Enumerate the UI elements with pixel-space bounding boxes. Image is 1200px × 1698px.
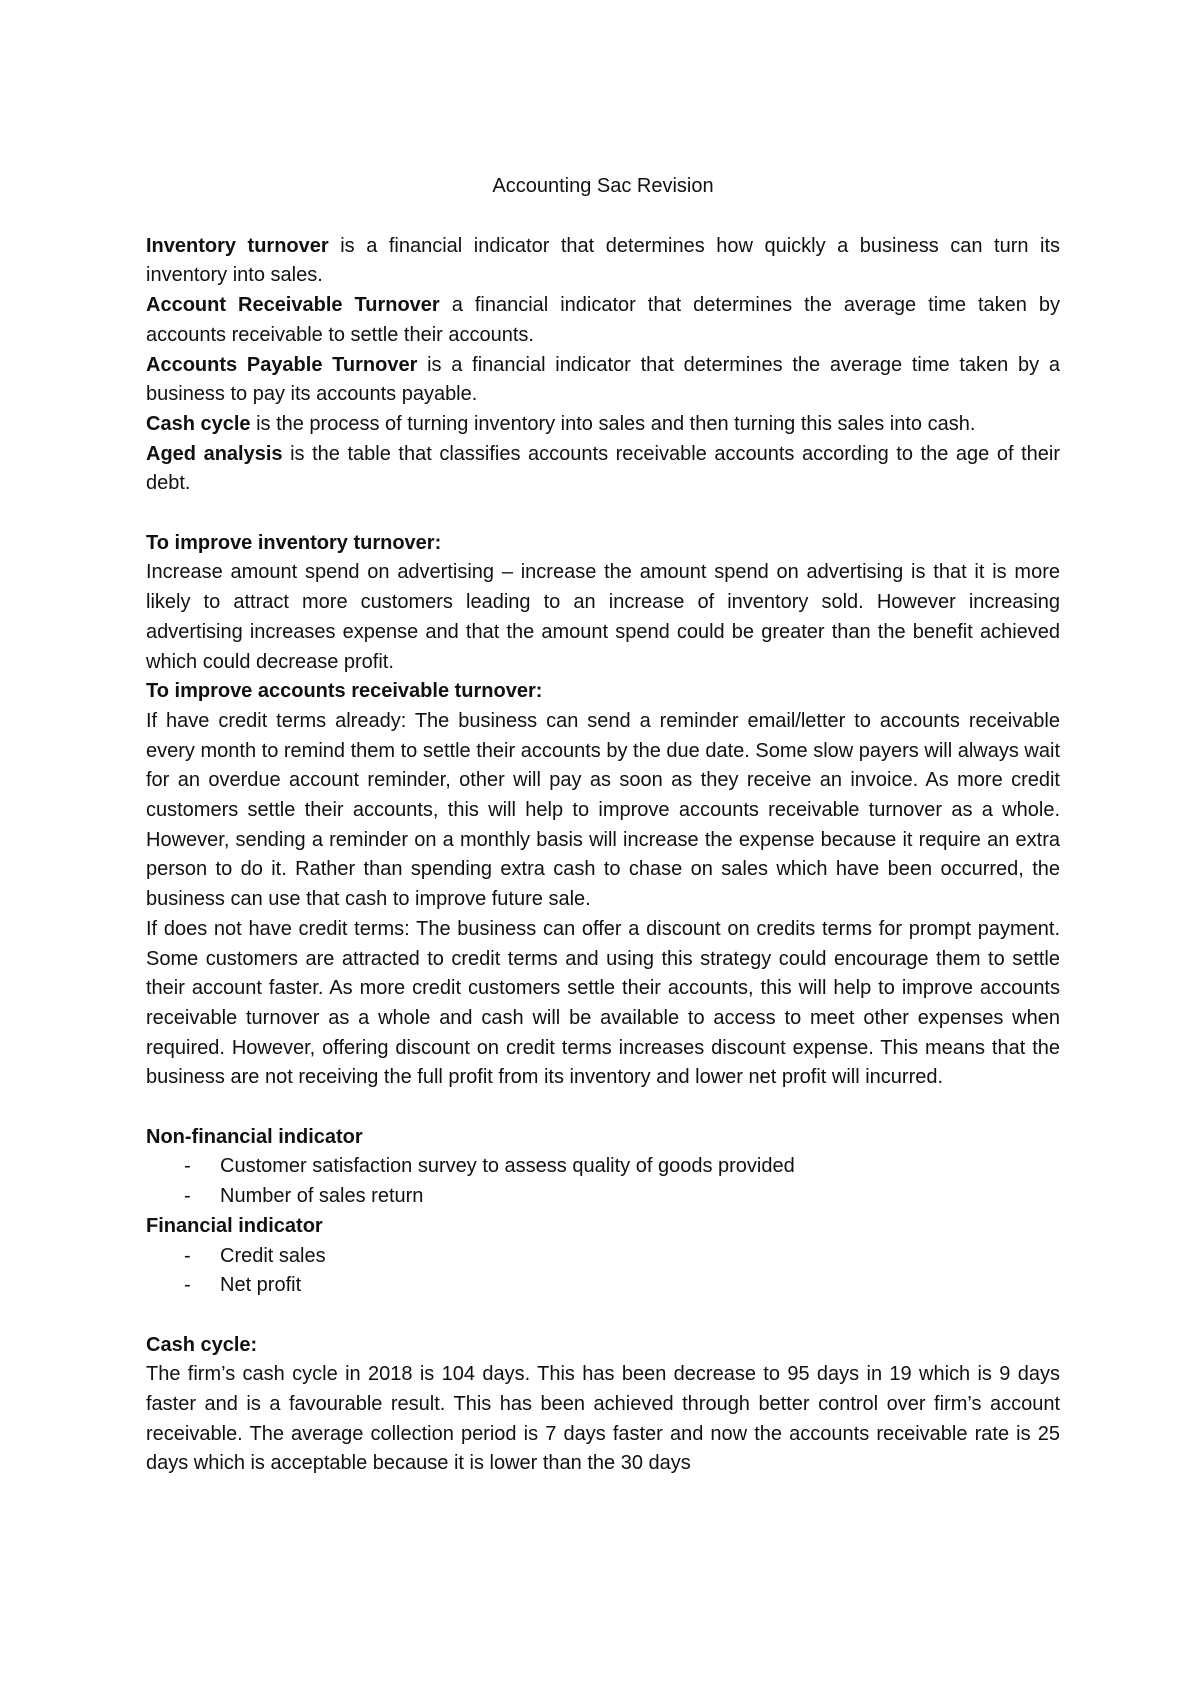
list-item — [146, 1152, 1060, 1182]
spacer — [146, 1301, 1060, 1331]
definition-text: is the table that classifies accounts receivable accounts according to the age of their debt. — [146, 442, 1060, 495]
definition-text: is a financial indicator that determines how quickly a business can turn its inventory into sales. — [146, 234, 1061, 287]
document-page — [146, 172, 1060, 1479]
list-item-text: Credit sales — [220, 1244, 326, 1267]
document-title: Accounting Sac Revision — [492, 175, 714, 197]
list-item — [146, 1242, 1060, 1272]
list-item-text: Customer satisfaction survey to assess quality of goods provided — [220, 1155, 795, 1178]
cash-cycle-heading — [146, 1331, 1060, 1361]
financial-heading-text: Financial indicator — [146, 1214, 323, 1237]
inventory-heading — [146, 529, 1060, 559]
definition-inventory-turnover — [146, 232, 1060, 291]
non-financial-list — [146, 1152, 1060, 1211]
definition-term: Account Receivable Turnover — [146, 294, 440, 317]
definition-cash-cycle — [146, 410, 1060, 440]
receivable-heading-text: To improve accounts receivable turnover: — [146, 680, 543, 703]
dash-marker: - — [184, 1185, 191, 1208]
definition-term: Aged analysis — [146, 442, 283, 465]
non-financial-heading-text: Non-financial indicator — [146, 1125, 363, 1148]
definition-account-receivable-turnover — [146, 291, 1060, 350]
cash-cycle-heading-text: Cash cycle: — [146, 1333, 258, 1356]
definition-accounts-payable-turnover — [146, 351, 1060, 410]
financial-list — [146, 1242, 1060, 1301]
non-financial-heading — [146, 1123, 1060, 1153]
definition-term: Cash cycle — [146, 412, 251, 435]
list-item — [146, 1182, 1060, 1212]
spacer — [146, 499, 1060, 529]
spacer — [146, 1093, 1060, 1123]
definition-term: Inventory turnover — [146, 234, 329, 257]
definition-text: a financial indicator that determines the average time taken by accounts receivable to settle their accounts. — [146, 294, 1060, 346]
inventory-heading-text: To improve inventory turnover: — [146, 531, 442, 554]
definition-text: is the process of turning inventory into sales and then turning this sales into cash. — [250, 412, 976, 435]
receivable-credit-terms-paragraph: If have credit terms already: The business can send a reminder email/letter to accounts receivable every month to remind them to settle their accounts by the due date. Some slow payers will always wait for an overdue account reminder, other will pay as soon as they receive an invoice. As more credit customers settle their accounts, this will help to improve accounts receivable turnover as a whole. However, sending a reminder on a monthly basis will increase the expense because it require an extra person to do it. Rather than spending extra cash to chase on sales which have been occurred, the business can use that cash to improve future sale. — [146, 709, 1060, 911]
inventory-body: Increase amount spend on advertising – increase the amount spend on advertising is that it is more likely to attract more customers leading to an increase of inventory sold. However increasing advertising increases expense and that the amount spend could be greater than the benefit achieved which could decrease profit. — [146, 561, 1060, 673]
dash-marker: - — [184, 1155, 191, 1178]
definition-text: is a financial indicator that determines the average time taken by a business to pay its accounts payable. — [146, 353, 1060, 406]
cash-cycle-body: The firm’s cash cycle in 2018 is 104 days. This has been decrease to 95 days in 19 which is 9 days faster and is a favourable result. This has been achieved through better control over firm’s account receivable. The average collection period is 7 days faster and now the accounts receivable rate is 25 days which is acceptable because it is lower than the 30 days — [146, 1363, 1060, 1475]
list-item — [146, 1271, 1060, 1301]
dash-marker: - — [184, 1244, 191, 1267]
definition-aged-analysis — [146, 440, 1060, 499]
receivable-heading — [146, 677, 1060, 707]
dash-marker: - — [184, 1274, 191, 1297]
definitions-block — [146, 232, 1060, 499]
financial-heading — [146, 1212, 1060, 1242]
receivable-no-credit-terms-paragraph: If does not have credit terms: The business can offer a discount on credits terms for prompt payment. Some customers are attracted to credit terms and using this strategy could encourage them to settle their account faster. As more credit customers settle their accounts, this will help to improve accounts receivable turnover as a whole and cash will be available to access to meet other expenses when required. However, offering discount on credit terms increases discount expense. This means that the business are not receiving the full profit from its inventory and lower net profit will incurred. — [146, 917, 1060, 1089]
definition-term: Accounts Payable Turnover — [146, 353, 418, 376]
list-item-text: Number of sales return — [220, 1185, 424, 1208]
list-item-text: Net profit — [220, 1274, 302, 1297]
